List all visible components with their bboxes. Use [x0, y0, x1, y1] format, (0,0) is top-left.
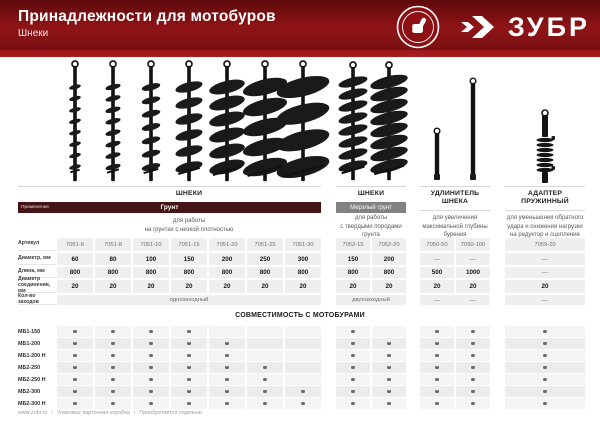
spec-cell: 80 [95, 253, 131, 265]
compat-dot [225, 354, 228, 357]
compat-cell [372, 338, 406, 349]
compat-model-label: МБ2-300 [18, 388, 41, 395]
compat-dot [149, 378, 152, 381]
spec-cell: 7052-15 [336, 238, 370, 251]
compat-dot [387, 342, 390, 345]
spec-row-label: Длина, мм [18, 267, 56, 278]
compat-model-label: МБ2-250 [18, 364, 41, 371]
compat-dot [111, 330, 114, 333]
compat-cell [372, 398, 406, 409]
compat-dot [225, 366, 228, 369]
spec-cell: 7051-15 [171, 238, 207, 251]
group-description-line: на грунтах с низкой плотностью [144, 226, 234, 233]
spec-cell: 150 [336, 253, 370, 265]
spec-starts-cell [505, 295, 585, 305]
compat-cell [336, 374, 370, 385]
compat-dot [225, 402, 228, 405]
compat-cell [209, 398, 245, 409]
spec-dash: — [433, 255, 441, 263]
compat-cell [57, 386, 93, 397]
compat-cell [95, 386, 131, 397]
compat-dot [351, 330, 354, 333]
spec-starts-cell [420, 295, 490, 305]
group-title-line: ШНЕКИ [357, 190, 385, 197]
group-title-line: АДАПТЕР [527, 190, 563, 197]
compat-dot [543, 378, 546, 381]
compat-dot [471, 342, 474, 345]
compat-cell [133, 374, 169, 385]
spec-starts-dash: — [541, 296, 549, 304]
compat-cell [505, 326, 585, 337]
page-subtitle: Шнеки [18, 28, 49, 39]
compat-cell [372, 326, 406, 337]
spec-cell: 20 [505, 280, 585, 293]
compat-cell [247, 398, 283, 409]
group-description-line: для работы [354, 215, 388, 221]
spec-cell: 800 [336, 267, 370, 278]
group-tag: Мерзлый грунт [336, 202, 406, 213]
compat-cell [505, 398, 585, 409]
compat-dot [225, 390, 228, 393]
auger-dense-icon [369, 62, 409, 182]
compat-cell [95, 398, 131, 409]
spec-cell: 200 [209, 253, 245, 265]
compat-cell [247, 362, 283, 373]
compat-cell [133, 362, 169, 373]
spec-cell: 800 [171, 267, 207, 278]
spec-cell: 20 [247, 280, 283, 293]
spec-cell [456, 253, 490, 265]
compat-dot [543, 330, 546, 333]
spring-adapter-icon [537, 110, 556, 183]
compat-cell [420, 386, 454, 397]
compat-dot [111, 378, 114, 381]
compat-cell [247, 350, 283, 361]
group-description-line: бурения [443, 232, 467, 238]
compat-model-label: МБ1-150 [18, 328, 41, 335]
group-description-line: максимальной глубины [422, 223, 488, 230]
compat-dot [149, 342, 152, 345]
compat-dot [471, 402, 474, 405]
spec-cell: 7059-20 [505, 238, 585, 251]
group-title-line: ШНЕКА [441, 198, 469, 205]
compat-model-label: МБ1-200 [18, 340, 41, 347]
spec-row-label: Диаметр соединения, мм [18, 280, 56, 293]
spec-cell: 20 [209, 280, 245, 293]
auger-icon [208, 61, 246, 183]
spec-cell: 300 [285, 253, 321, 265]
compat-cell [336, 386, 370, 397]
quality-badge-icon [396, 5, 440, 49]
compat-dot [73, 354, 76, 357]
compat-cell [95, 362, 131, 373]
compat-dot [543, 366, 546, 369]
compat-dot [543, 402, 546, 405]
compat-dot [187, 378, 190, 381]
compat-cell [505, 386, 585, 397]
auger-dense-icon [337, 62, 368, 182]
group-title [336, 187, 406, 201]
spec-cell: 250 [247, 253, 283, 265]
compat-dot [471, 390, 474, 393]
compat-cell [456, 398, 490, 409]
footer-note [18, 410, 202, 416]
spec-cell: 20 [171, 280, 207, 293]
compat-cell [133, 326, 169, 337]
compat-dot [351, 402, 354, 405]
group-description-line: с твердыми породами [340, 223, 402, 230]
compat-cell [209, 350, 245, 361]
compat-cell [285, 386, 321, 397]
compat-cell [372, 374, 406, 385]
footer-item: Приобретается отдельно [139, 410, 202, 416]
compat-dot [73, 402, 76, 405]
spec-cell: 7052-20 [372, 238, 406, 251]
compat-dot [387, 378, 390, 381]
spec-cell: 7050-50 [420, 238, 454, 251]
compat-dot [471, 354, 474, 357]
compat-dot [225, 342, 228, 345]
compat-cell [57, 350, 93, 361]
compat-cell [456, 326, 490, 337]
compat-cell [209, 338, 245, 349]
compat-dot [263, 402, 266, 405]
compat-cell [133, 350, 169, 361]
compat-cell [456, 362, 490, 373]
compat-cell [171, 386, 207, 397]
brand-arrow-icon [461, 13, 499, 41]
compat-cell [95, 326, 131, 337]
compat-cell [285, 362, 321, 373]
compat-dot [149, 402, 152, 405]
spec-starts-dash: — [469, 296, 477, 304]
spec-cell: 800 [57, 267, 93, 278]
spec-cell: 800 [133, 267, 169, 278]
compat-cell [95, 338, 131, 349]
compat-cell [209, 386, 245, 397]
spec-cell: 200 [372, 253, 406, 265]
compat-cell [372, 350, 406, 361]
compat-cell [420, 398, 454, 409]
compat-dot [471, 378, 474, 381]
compat-dot [543, 390, 546, 393]
footer-separator: / [51, 410, 53, 416]
footer-item: Упаковка: картонная коробка [56, 410, 130, 416]
spec-starts-dash: — [433, 296, 441, 304]
group-title [505, 187, 585, 209]
compat-cell [336, 362, 370, 373]
compat-cell [285, 398, 321, 409]
spec-cell [505, 267, 585, 278]
spec-cell: 7051-20 [209, 238, 245, 251]
spec-cell: 20 [420, 280, 454, 293]
spec-dash: — [541, 255, 549, 263]
compat-cell [420, 326, 454, 337]
group-divider-rule [505, 210, 585, 211]
group-description [57, 217, 321, 234]
compat-dot [387, 366, 390, 369]
spec-cell: 20 [95, 280, 131, 293]
compat-dot [187, 402, 190, 405]
group-description [420, 214, 490, 240]
footer-site-url: www.zubr.ru [18, 410, 48, 416]
compat-cell [171, 362, 207, 373]
compat-cell [95, 374, 131, 385]
spec-cell: 500 [420, 267, 454, 278]
group-title-line: ШНЕКИ [175, 190, 203, 197]
compat-cell [171, 338, 207, 349]
compat-dot [111, 402, 114, 405]
group-divider-rule [420, 210, 490, 211]
spec-cell: 800 [372, 267, 406, 278]
spec-cell: 20 [57, 280, 93, 293]
spec-cell: 7051-25 [247, 238, 283, 251]
auger-icon [174, 61, 203, 183]
compat-cell [285, 374, 321, 385]
spec-cell: 7050-100 [456, 238, 490, 251]
compat-dot [187, 390, 190, 393]
compat-dot [111, 390, 114, 393]
group-description-line: грунта [362, 232, 380, 238]
brand-logo [461, 13, 590, 41]
spec-starts-cell: двухзаходный [336, 295, 406, 305]
spec-cell: 800 [209, 267, 245, 278]
compat-dot [263, 390, 266, 393]
extension-rod-icon [470, 78, 476, 180]
group-title-line: ПРУЖИННЫЙ [521, 198, 569, 205]
compat-dot [73, 390, 76, 393]
compat-cell [133, 338, 169, 349]
spec-cell: 20 [285, 280, 321, 293]
spec-starts-cell: однозаходный [57, 295, 321, 305]
compat-cell [57, 326, 93, 337]
compat-cell [247, 386, 283, 397]
compat-dot [435, 402, 438, 405]
group-description-line: для увеличения [432, 215, 478, 221]
compat-cell [372, 386, 406, 397]
compat-dot [435, 390, 438, 393]
compat-cell [505, 362, 585, 373]
spec-cell: 800 [95, 267, 131, 278]
compat-cell [209, 374, 245, 385]
compat-dot [149, 390, 152, 393]
compat-dot [187, 330, 190, 333]
compat-cell [420, 374, 454, 385]
compat-cell [456, 386, 490, 397]
compat-cell [336, 338, 370, 349]
compat-cell [171, 374, 207, 385]
spec-cell: 20 [456, 280, 490, 293]
spec-row-label: Диаметр, мм [18, 253, 56, 265]
compat-dot [471, 330, 474, 333]
compat-dot [73, 330, 76, 333]
compat-dot [263, 366, 266, 369]
compat-model-label: МБ2-250 Н [18, 376, 46, 383]
compat-cell [285, 338, 321, 349]
spec-cell: 20 [372, 280, 406, 293]
application-label: Применение [21, 205, 50, 210]
compat-dot [111, 366, 114, 369]
group-description [505, 214, 585, 240]
compat-dot [149, 366, 152, 369]
compat-dot [187, 342, 190, 345]
spec-dash: — [541, 269, 549, 276]
compat-dot [263, 378, 266, 381]
compat-dot [73, 378, 76, 381]
auger-icon [69, 61, 82, 183]
compat-dot [435, 330, 438, 333]
spec-cell: 7051-6 [57, 238, 93, 251]
footer-separator: / [133, 410, 136, 416]
compat-dot [543, 342, 546, 345]
spec-cell: 7051-8 [95, 238, 131, 251]
compat-cell [336, 350, 370, 361]
spec-cell: 60 [57, 253, 93, 265]
spec-cell [505, 253, 585, 265]
group-title-line: УДЛИНИТЕЛЬ [430, 190, 480, 197]
extension-rod-icon [434, 128, 440, 180]
compat-cell [247, 326, 283, 337]
compat-cell [57, 374, 93, 385]
compat-cell [171, 398, 207, 409]
compat-model-label: МБ2-300 Н [18, 400, 46, 407]
auger-icon [141, 61, 161, 183]
compat-dot [301, 390, 304, 393]
compat-dot [187, 366, 190, 369]
spec-cell [420, 253, 454, 265]
brand-name: ЗУБР [507, 11, 590, 42]
compat-cell [171, 350, 207, 361]
compat-dot [111, 342, 114, 345]
compat-cell [505, 338, 585, 349]
compat-cell [171, 326, 207, 337]
compat-cell [456, 350, 490, 361]
compat-cell [420, 338, 454, 349]
spec-row-label: Артикул [18, 238, 56, 251]
spec-cell: 800 [285, 267, 321, 278]
compat-dot [435, 378, 438, 381]
group-description-line: для уменьшения обратного [506, 215, 584, 221]
compat-dot [435, 342, 438, 345]
group-description-line: на редуктор и сцепление [510, 232, 580, 238]
compat-cell [336, 326, 370, 337]
spec-cell: 7051-10 [133, 238, 169, 251]
compat-dot [351, 366, 354, 369]
spec-cell: 150 [171, 253, 207, 265]
compat-dot [435, 354, 438, 357]
compat-cell [372, 362, 406, 373]
compat-cell [505, 374, 585, 385]
spec-cell: 800 [247, 267, 283, 278]
compat-cell [505, 350, 585, 361]
compat-dot [351, 354, 354, 357]
compat-dot [73, 366, 76, 369]
compat-cell [285, 326, 321, 337]
group-description-line: для работы [172, 218, 206, 224]
group-title [57, 187, 321, 201]
group-tag: Грунт [160, 204, 179, 211]
spec-cell: 20 [133, 280, 169, 293]
group-description [336, 214, 406, 240]
compat-dot [543, 354, 546, 357]
compat-dot [351, 378, 354, 381]
spec-row-label: Кол-во заходов [18, 295, 56, 305]
compat-cell [247, 338, 283, 349]
page-title: Принадлежности для мотобуров [18, 8, 276, 25]
application-bar [18, 202, 321, 213]
spec-cell: 1000 [456, 267, 490, 278]
compat-dot [387, 354, 390, 357]
group-description-line: удара и снижения нагрузки [507, 223, 583, 230]
compat-cell [285, 350, 321, 361]
header-banner [0, 0, 600, 50]
compat-dot [471, 366, 474, 369]
spec-cell: 100 [133, 253, 169, 265]
compat-cell [456, 338, 490, 349]
compatibility-title: СОВМЕСТИМОСТЬ С МОТОБУРАМИ [235, 312, 365, 319]
compat-cell [95, 350, 131, 361]
compat-cell [57, 398, 93, 409]
spec-cell: 20 [336, 280, 370, 293]
group-title [420, 187, 490, 209]
compat-cell [336, 398, 370, 409]
compat-dot [351, 342, 354, 345]
spec-dash: — [469, 255, 477, 263]
compat-cell [209, 326, 245, 337]
compat-dot [301, 402, 304, 405]
compat-model-label: МБ1-200 Н [18, 352, 46, 359]
compat-dot [187, 354, 190, 357]
compat-cell [209, 362, 245, 373]
compat-cell [57, 338, 93, 349]
banner-titles [18, 8, 276, 39]
compat-dot [387, 390, 390, 393]
compat-cell [57, 362, 93, 373]
compat-dot [387, 402, 390, 405]
compat-cell [247, 374, 283, 385]
compat-cell [133, 398, 169, 409]
compat-dot [225, 378, 228, 381]
compat-cell [420, 362, 454, 373]
compat-cell [420, 350, 454, 361]
auger-icon [105, 61, 121, 183]
spec-cell: 7051-30 [285, 238, 321, 251]
compat-dot [111, 354, 114, 357]
compat-cell [133, 386, 169, 397]
compat-dot [73, 342, 76, 345]
product-images [0, 55, 600, 188]
compat-dot [435, 366, 438, 369]
compat-dot [351, 390, 354, 393]
compat-dot [149, 330, 152, 333]
compat-dot [149, 354, 152, 357]
compat-cell [456, 374, 490, 385]
